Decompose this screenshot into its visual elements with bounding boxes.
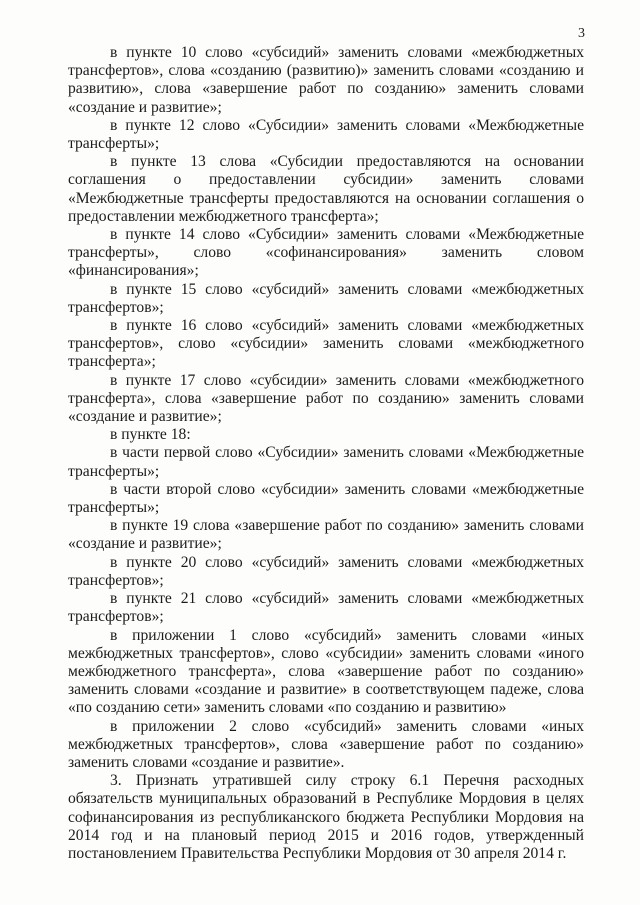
paragraph: в пункте 21 слово «субсидий» заменить словами «межбюджетных трансфертов»; — [68, 590, 584, 626]
paragraph: в пункте 19 слова «завершение работ по созданию» заменить словами «создание и развитие»; — [68, 517, 584, 553]
paragraph: в пункте 17 слово «субсидии» заменить словами «межбюджетного трансферта», слова «завершение работ по созданию» заменить словами «создание и развитие»; — [68, 371, 584, 426]
paragraph: в пункте 13 слова «Субсидии предоставляются на основании соглашения о предоставлении субсидии» заменить словами «Межбюджетные трансферты предоставляются на основании соглашения о предоставлении межбюджетного трансферта»; — [68, 153, 584, 225]
paragraph: в пункте 16 слово «субсидий» заменить словами «межбюджетных трансфертов», слово «субсидии» заменить словами «межбюджетного трансферта»; — [68, 317, 584, 371]
paragraph: в пункте 10 слово «субсидий» заменить словами «межбюджетных трансфертов», слова «созданию (развитию)» заменить словами «созданию и развитию», слова «завершение работ по созданию» заменить словами «создание и развитие»; — [68, 44, 584, 116]
paragraph: в пункте 14 слово «Субсидии» заменить словами «Межбюджетные трансферты», слово «софинансирования» заменить словом «финансирования»; — [68, 226, 584, 280]
paragraph: в части первой слово «Субсидии» заменить словами «Межбюджетные трансферты»; — [68, 444, 584, 480]
paragraph: в пункте 15 слово «субсидий» заменить словами «межбюджетных трансфертов»; — [68, 280, 584, 316]
paragraph: в приложении 2 слово «субсидий» заменить словами «иных межбюджетных трансфертов», слова «завершение работ по созданию» заменить словами «создание и развитие». — [68, 717, 584, 771]
page-number: 3 — [578, 26, 585, 41]
paragraph: в приложении 1 слово «субсидий» заменить словами «иных межбюджетных трансфертов», слово «субсидии» заменить словами «иного межбюджетного трансферта», слова «завершение работ по созданию» заменить словами «создание и развитие» в соответствующем падеже, слова «по созданию сети» заменить словами «по созданию и развитию» — [68, 626, 584, 717]
paragraph: в пункте 20 слово «субсидий» заменить словами «межбюджетных трансфертов»; — [68, 553, 584, 589]
document-body — [68, 44, 584, 863]
paragraph: в части второй слово «субсидии» заменить словами «межбюджетные трансферты»; — [68, 480, 584, 517]
paragraph: 3. Признать утратившей силу строку 6.1 Перечня расходных обязательств муниципальных образований в Республике Мордовия в целях софинансирования из республиканского бюджета Республики Мордовия на 2014 год и на плановый период 2015 и 2016 годов, утвержденный постановлением Правительства Республики Мордовия от 30 апреля 2014 г. — [68, 772, 584, 862]
paragraph: в пункте 12 слово «Субсидии» заменить словами «Межбюджетные трансферты»; — [68, 116, 584, 153]
paragraph: в пункте 18: — [110, 426, 191, 444]
